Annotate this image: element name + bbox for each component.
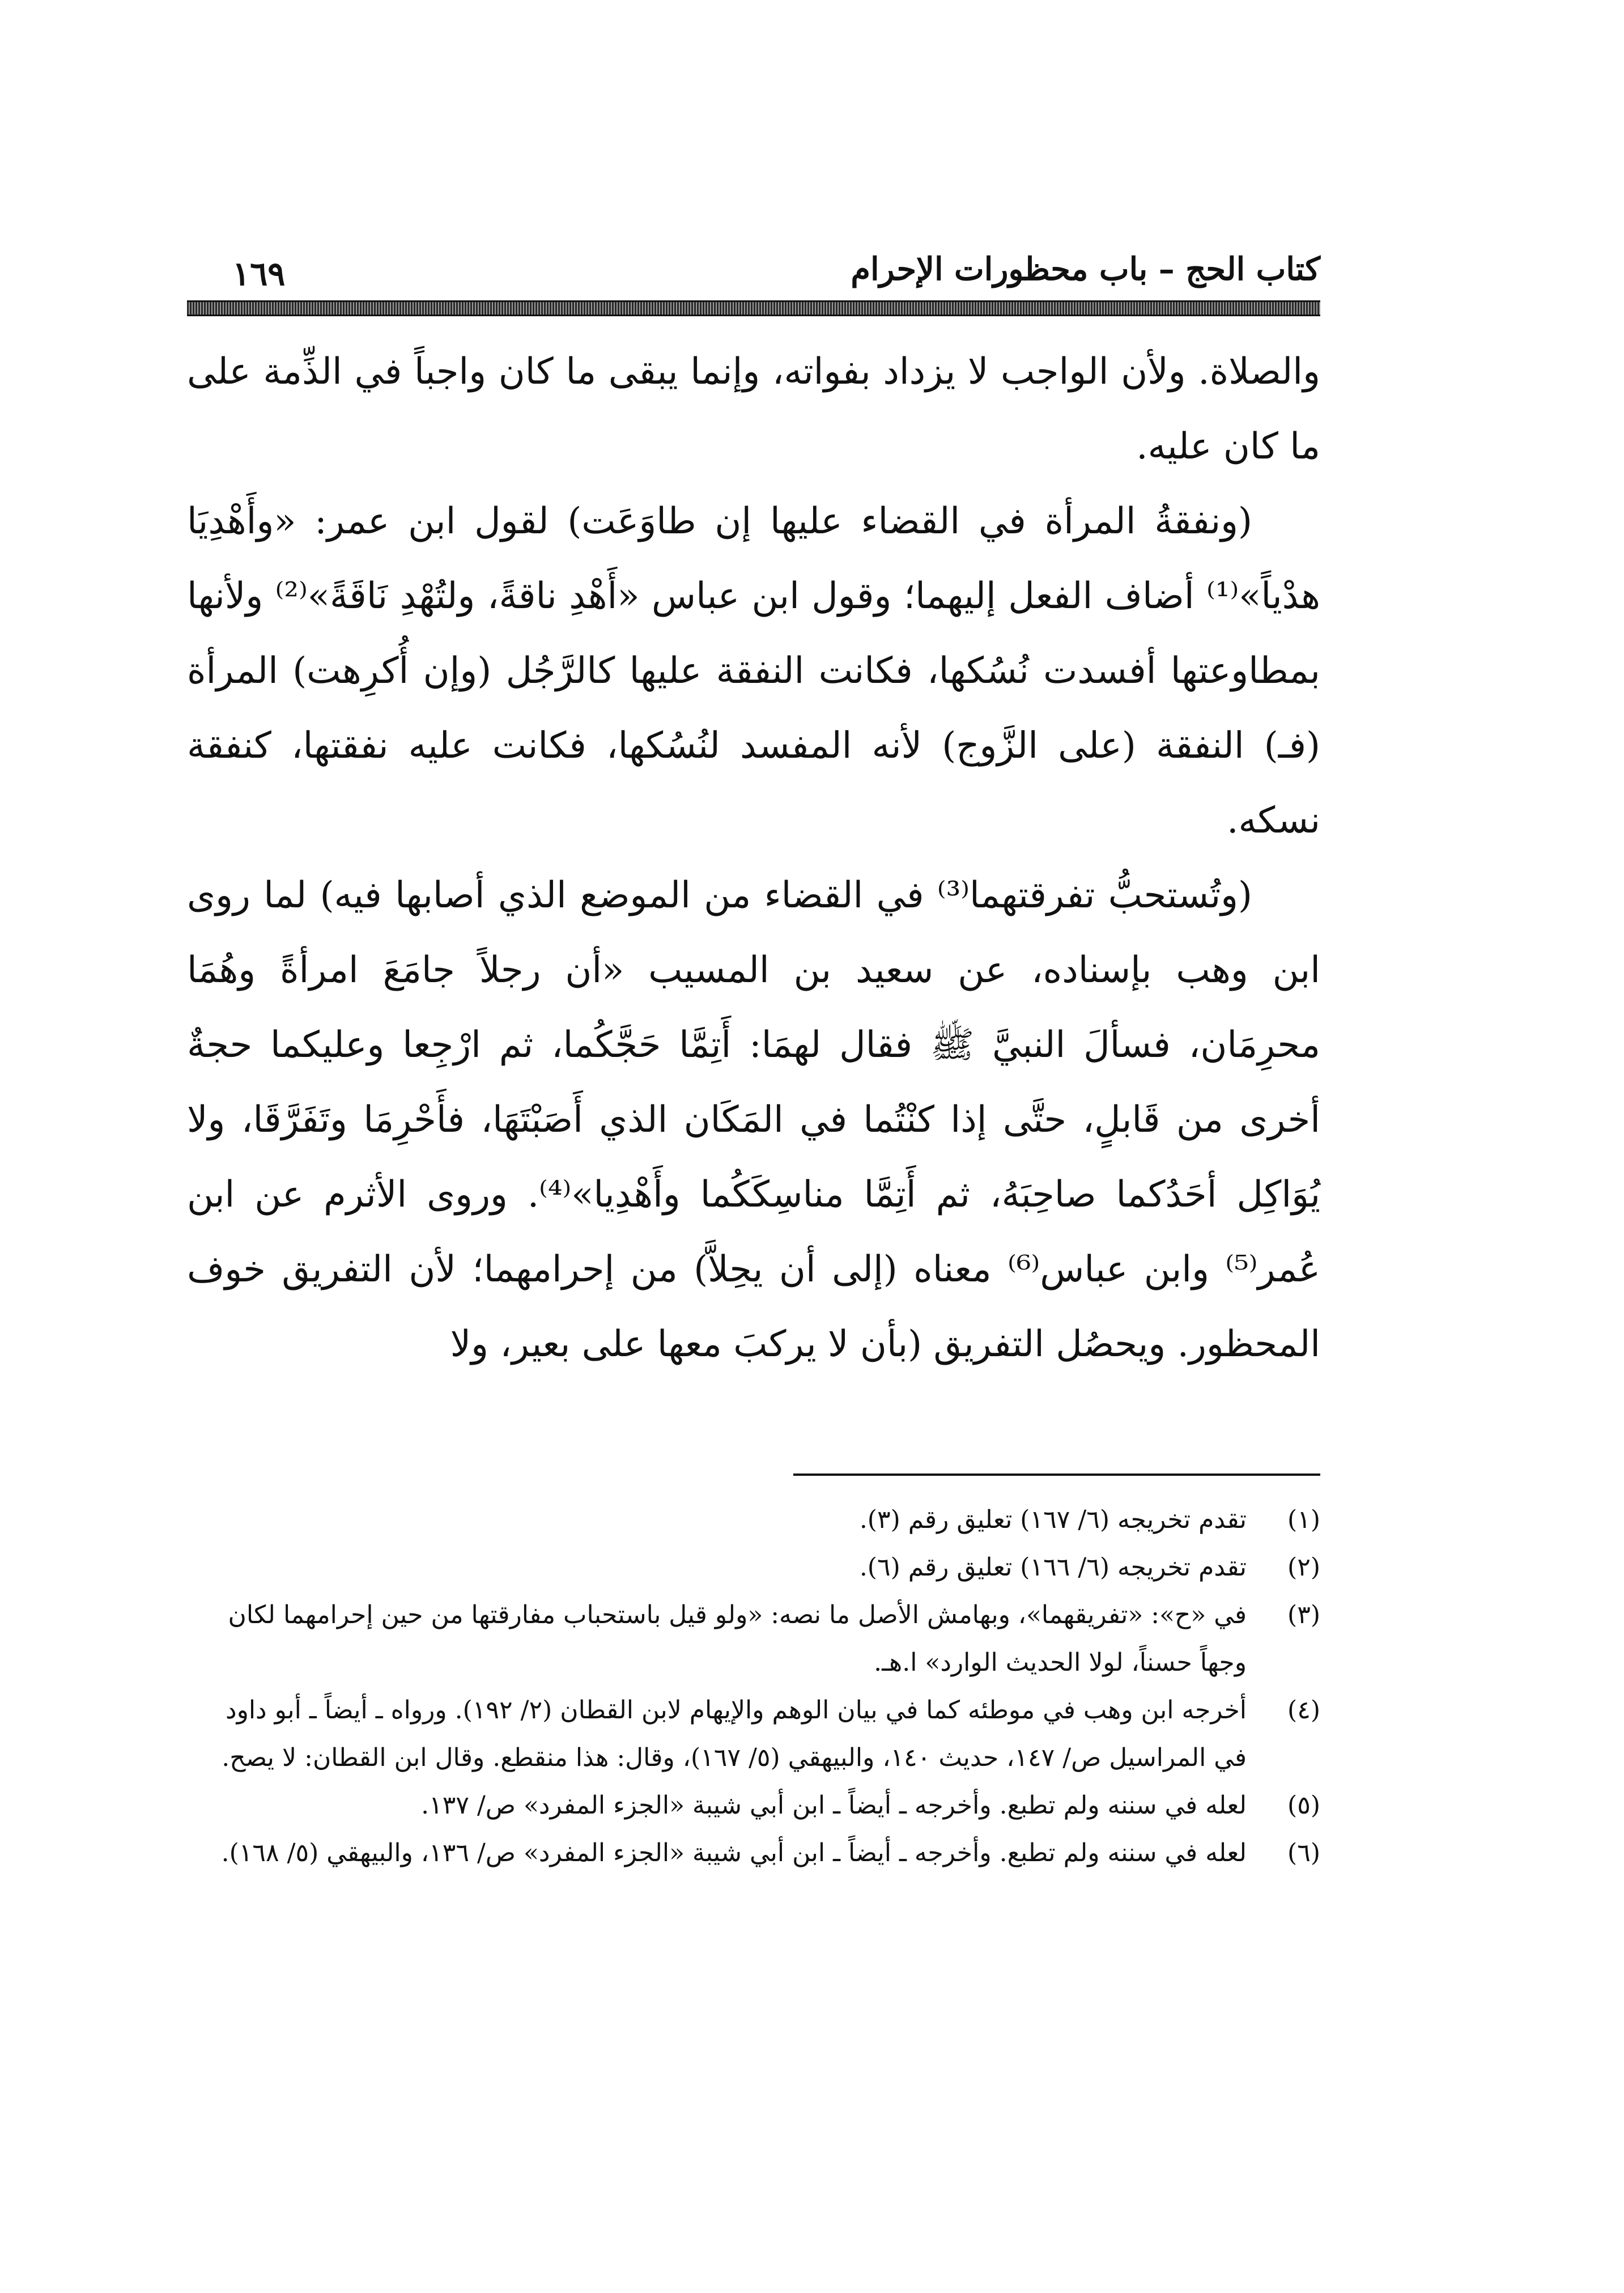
- footnote-text: لعله في سننه ولم تطبع. وأخرجه ـ أيضاً ـ ابن أبي شيبة «الجزء المفرد» ص/ ١٣٦، والبيهقي (٥/ ١٦٨).: [221, 1838, 1247, 1867]
- footnote-6: [187, 1829, 1320, 1877]
- main-text: [187, 334, 1320, 1382]
- footnote-4: [187, 1687, 1320, 1782]
- header-title: كتاب الحج – باب محظورات الإحرام: [851, 250, 1320, 288]
- footnote-3: [187, 1591, 1320, 1687]
- page-number: ١٦٩: [232, 254, 286, 293]
- header-rule: [187, 300, 1320, 316]
- footnote-number: (٥): [1287, 1791, 1320, 1820]
- paragraph-2: (ونفقةُ المرأة في القضاء عليها إن طاوَعَت) لقول ابن عمر: «وأَهْدِيَا هدْياً»⁽¹⁾ أضاف الفعل إليهما؛ وقول ابن عباس «أَهْدِ ناقةً، ولتُهْدِ نَاقَةً»⁽²⁾ ولأنها بمطاوعتها أفسدت نُسُكها، فكانت النفقة عليها كالرَّجُل (وإن أُكرِهت) المرأة (فـ) النفقة (على الزَّوج) لأنه المفسد لنُسُكها، فكانت عليه نفقتها، كنفقة نسكه.: [187, 500, 1321, 842]
- footnote-5: [187, 1782, 1320, 1829]
- paragraph-1: والصلاة. ولأن الواجب لا يزداد بفواته، وإنما يبقى ما كان واجباً في الذِّمة على ما كان عليه.: [187, 351, 1320, 468]
- footnote-text: في «ح»: «تفريقهما»، وبهامش الأصل ما نصه: «ولو قيل باستحباب مفارقتها من حين إحرامهما لكان وجهاً حسناً، لولا الحديث الوارد» ا.هـ.: [228, 1600, 1247, 1677]
- footnote-text: تقدم تخريجه (٦/ ١٦٦) تعليق رقم (٦).: [859, 1553, 1247, 1582]
- footnote-number: (٢): [1287, 1553, 1320, 1582]
- footnote-divider: [793, 1474, 1320, 1476]
- running-header: [187, 244, 1320, 306]
- footnote-text: لعله في سننه ولم تطبع. وأخرجه ـ أيضاً ـ ابن أبي شيبة «الجزء المفرد» ص/ ١٣٧.: [421, 1791, 1247, 1820]
- book-page: [187, 244, 1320, 2182]
- footnote-number: (٦): [1287, 1838, 1320, 1867]
- footnote-number: (٤): [1287, 1696, 1320, 1725]
- footnote-number: (٣): [1287, 1600, 1320, 1629]
- footnote-number: (١): [1287, 1505, 1320, 1534]
- paragraph-3: (وتُستحبُّ تفرقتهما⁽³⁾ في القضاء من الموضع الذي أصابها فيه) لما روى ابن وهب بإسناده، عن سعيد بن المسيب «أن رجلاً جامَعَ امرأةً وهُمَا محرِمَان، فسألَ النبيَّ ﷺ فقال لهمَا: أَتِمَّا حَجَّكُما، ثم ارْجِعا وعليكما حجةٌ أخرى من قَابلٍ، حتَّى إذا كنْتُما في المَكَان الذي أَصَبْتَهَا، فأَحْرِمَا وتَفَرَّقَا، ولا يُوَاكِل أحَدُكما صاحِبَهُ، ثم أَتِمَّا مناسِكَكُما وأَهْدِيا»⁽⁴⁾. وروى الأثرم عن ابن عُمر⁽⁵⁾ وابن عباس⁽⁶⁾ معناه (إلى أن يحِلاَّ) من إحرامهما؛ لأن التفريق خوف المحظور. ويحصُل التفريق (بأن لا يركبَ معها على بعير، ولا: [187, 874, 1321, 1365]
- footnote-text: تقدم تخريجه (٦/ ١٦٧) تعليق رقم (٣).: [859, 1505, 1247, 1534]
- footnote-text: أخرجه ابن وهب في موطئه كما في بيان الوهم والإيهام لابن القطان (٢/ ١٩٢). ورواه ـ أيضاً ـ أبو داود في المراسيل ص/ ١٤٧، حديث ١٤٠، والبيهقي (٥/ ١٦٧)، وقال: هذا منقطع. وقال ابن القطان: لا يصح.: [222, 1696, 1247, 1772]
- footnote-2: [187, 1544, 1320, 1591]
- footnotes: [187, 1496, 1320, 1877]
- footnote-1: [187, 1496, 1320, 1544]
